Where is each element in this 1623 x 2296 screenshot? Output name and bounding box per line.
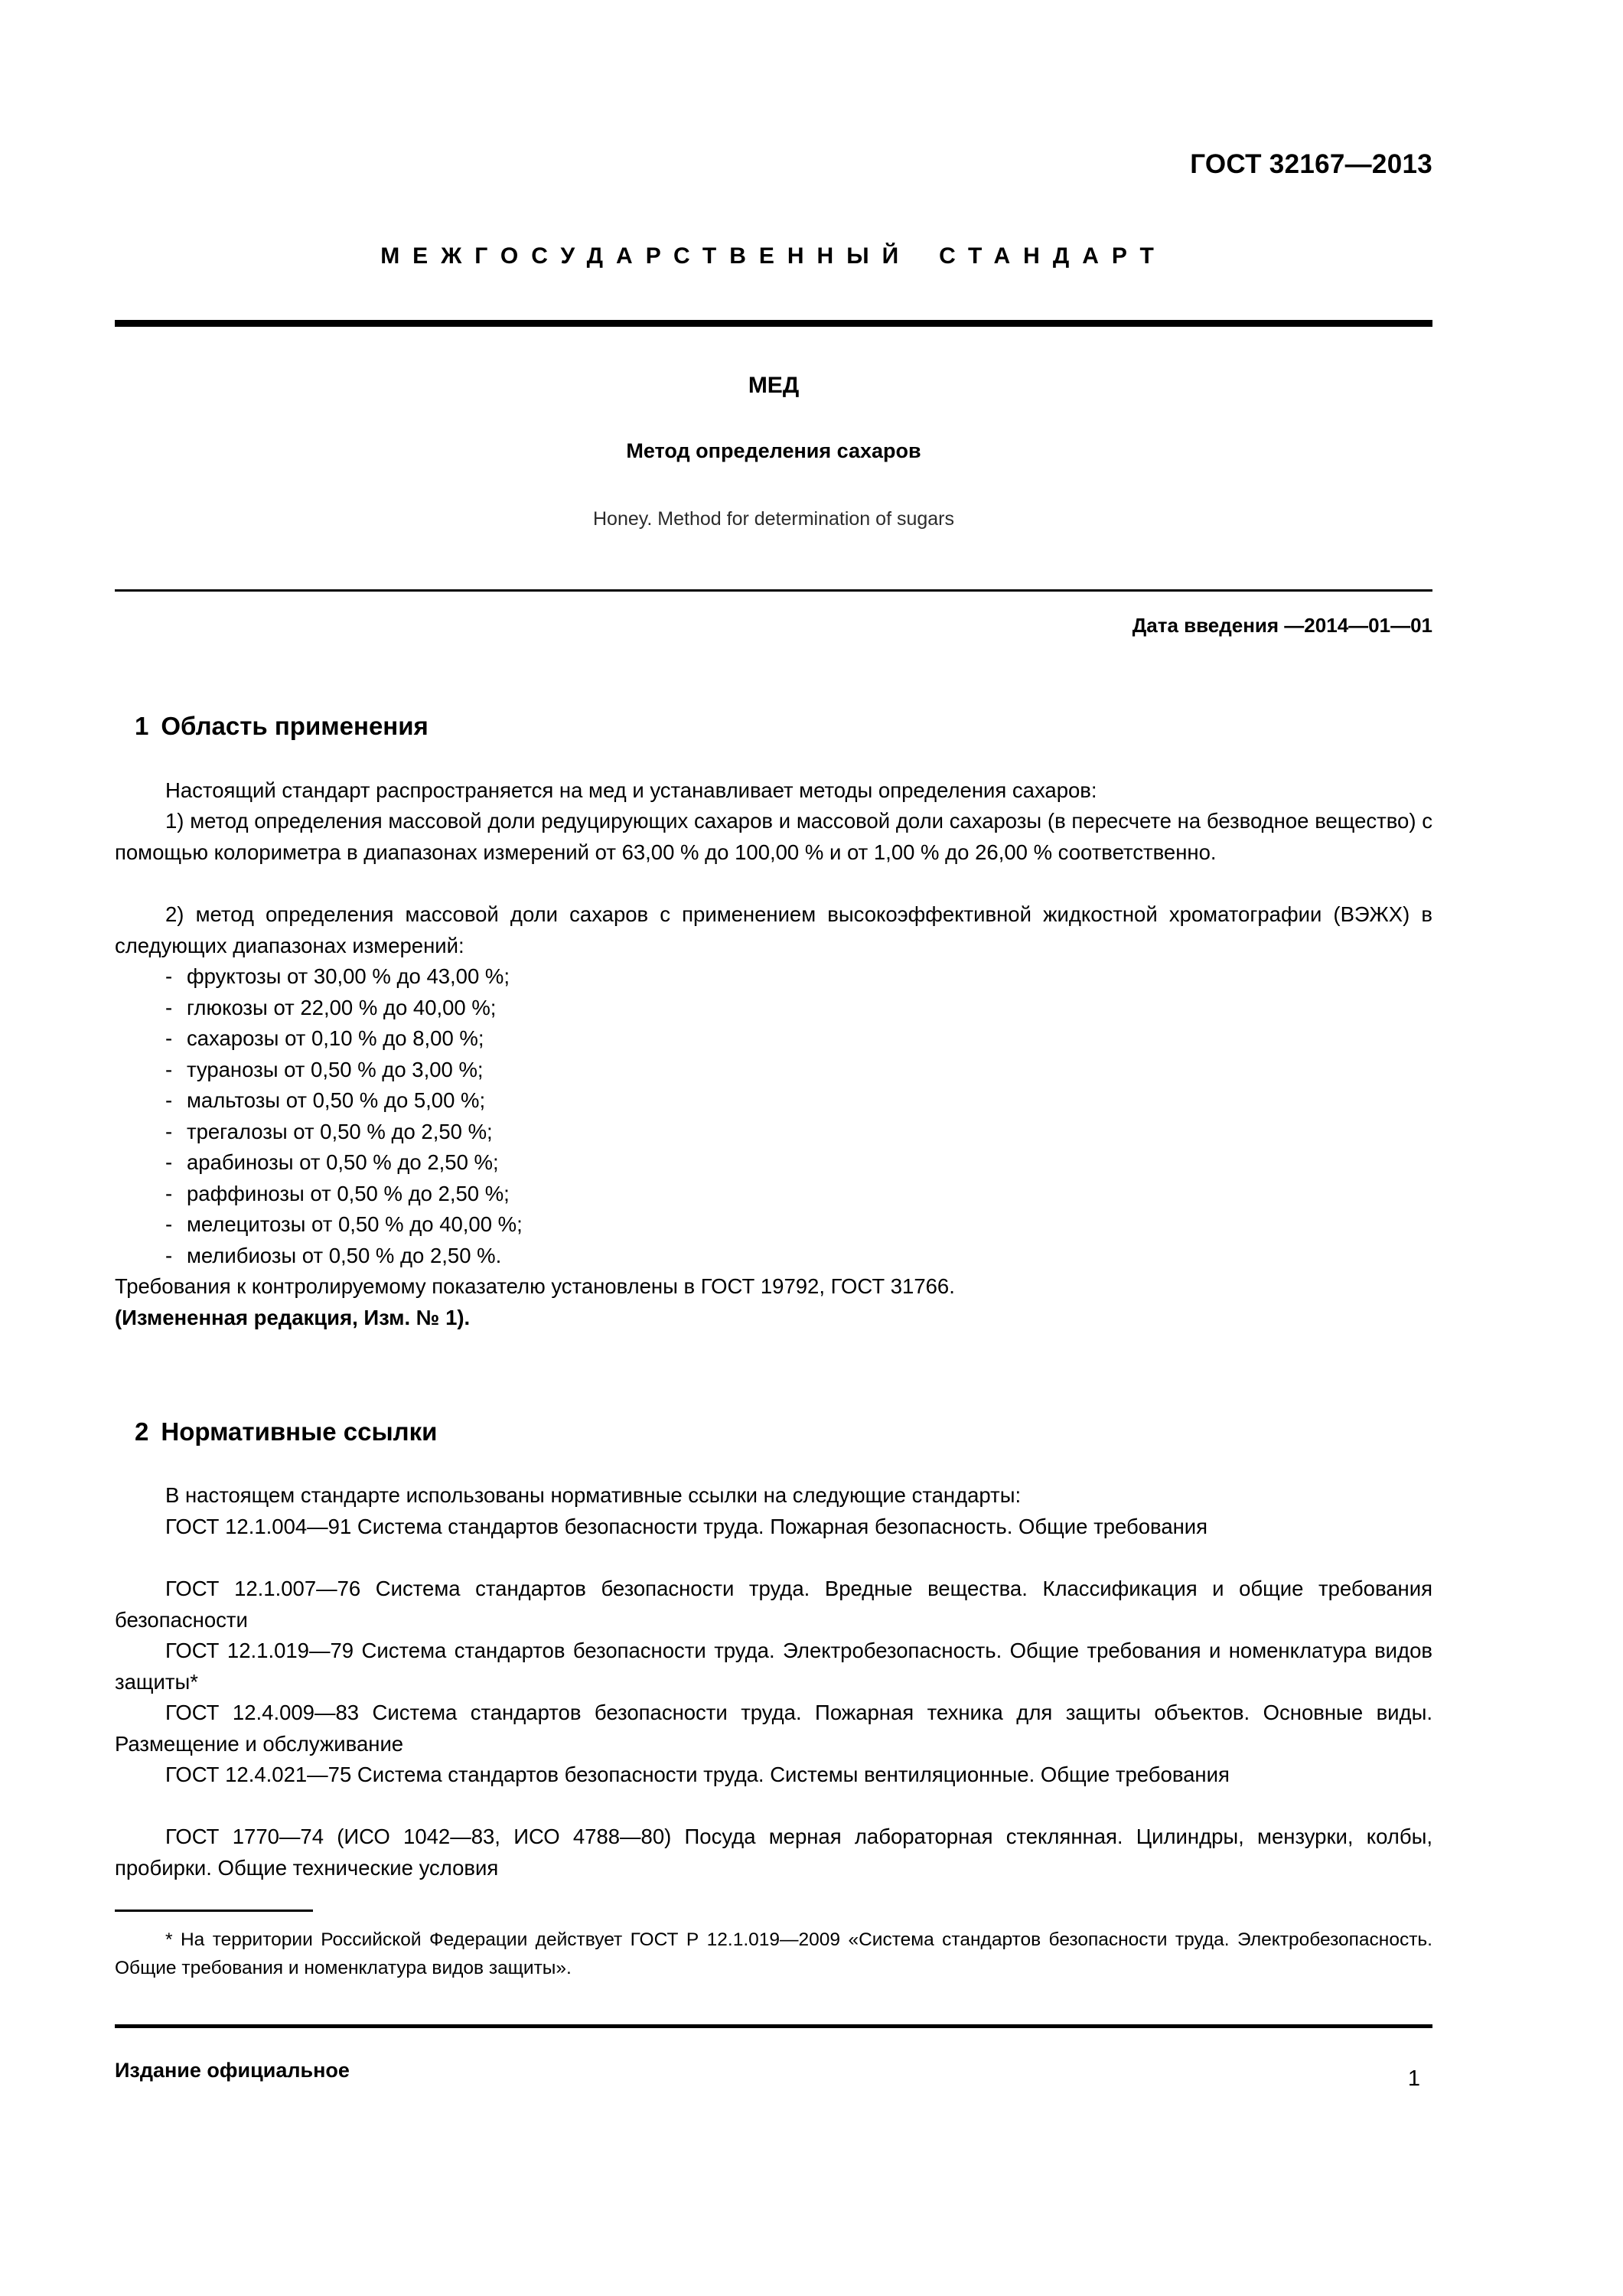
reference-entry-text: ГОСТ 12.4.009—83 Система стандартов безопасности труда. Пожарная техника для защиты объектов. Основные виды. Размещение и обслуживание xyxy=(115,1701,1432,1756)
list-item xyxy=(165,1023,523,1055)
list-item-label: мелецитозы от 0,50 % до 40,00 %; xyxy=(187,1212,523,1236)
reference-entry-text: ГОСТ 12.1.019—79 Система стандартов безопасности труда. Электробезопасность. Общие требования и номенклатура видов защиты* xyxy=(115,1639,1432,1694)
section-1-number: 1 xyxy=(135,712,149,740)
reference-entry-text: ГОСТ 12.1.004—91 Система стандартов безопасности труда. Пожарная безопасность. Общие требования xyxy=(165,1515,1208,1538)
dash-icon: - xyxy=(165,1212,173,1236)
list-item xyxy=(165,1241,523,1272)
list-item xyxy=(165,1085,523,1117)
footnote xyxy=(115,1926,1432,1982)
section-1-amendment-note xyxy=(115,1303,1432,1334)
section-1-heading xyxy=(135,712,429,741)
standard-kind-title xyxy=(115,243,1432,269)
list-item-label: мелибиозы от 0,50 % до 2,50 %. xyxy=(187,1243,502,1267)
footnote-separator-rule xyxy=(115,1910,313,1912)
dash-icon: - xyxy=(165,1057,173,1081)
list-item xyxy=(165,1147,523,1179)
section-2-lead-in xyxy=(115,1480,1432,1512)
gost-number: ГОСТ 32167—2013 xyxy=(1190,149,1432,179)
official-edition-label: Издание официальное xyxy=(115,2059,350,2082)
list-item-label: фруктозы от 30,00 % до 43,00 %; xyxy=(187,964,510,988)
list-item xyxy=(165,961,523,993)
reference-entry xyxy=(115,1574,1432,1636)
footer-rule xyxy=(115,2024,1432,2028)
reference-entry xyxy=(115,1821,1432,1883)
list-item-label: мальтозы от 0,50 % до 5,00 %; xyxy=(187,1088,486,1112)
dash-icon: - xyxy=(165,1150,173,1174)
document-title: МЕД xyxy=(748,373,800,398)
dash-icon: - xyxy=(165,1119,173,1143)
list-item xyxy=(165,1179,523,1210)
reference-entry xyxy=(115,1760,1432,1791)
reference-entry xyxy=(115,1698,1432,1760)
dash-icon: - xyxy=(165,964,173,988)
section-2-title: Нормативные ссылки xyxy=(161,1417,438,1446)
section-1-paragraph-1-text: Настоящий стандарт распространяется на мед и устанавливает методы определения сахаров: xyxy=(165,778,1097,802)
reference-entry xyxy=(115,1636,1432,1698)
list-item xyxy=(165,1209,523,1241)
section-1-paragraph-1 xyxy=(115,775,1432,807)
dash-icon: - xyxy=(165,995,173,1019)
list-item-label: арабинозы от 0,50 % до 2,50 %; xyxy=(187,1150,499,1174)
list-item xyxy=(165,1117,523,1148)
list-item-label: сахарозы от 0,10 % до 8,00 %; xyxy=(187,1026,484,1050)
section-2-lead-in-text: В настоящем стандарте использованы нормативные ссылки на следующие стандарты: xyxy=(165,1483,1022,1507)
section-1-title: Область применения xyxy=(161,712,429,740)
measurement-range-list xyxy=(165,961,523,1271)
introduction-date: Дата введения —2014—01—01 xyxy=(1132,614,1432,637)
list-item xyxy=(165,1055,523,1086)
header-thick-rule xyxy=(115,320,1432,327)
section-1-amendment-note-text: (Измененная редакция, Изм. № 1). xyxy=(115,1306,471,1329)
dash-icon: - xyxy=(165,1243,173,1267)
list-item-label: трегалозы от 0,50 % до 2,50 %; xyxy=(187,1119,493,1143)
list-item-label: раффинозы от 0,50 % до 2,50 %; xyxy=(187,1181,510,1205)
standard-kind-word-1: МЕЖГОСУДАРСТВЕННЫЙ xyxy=(380,243,912,269)
page-content-column xyxy=(115,0,1432,2296)
list-item xyxy=(165,993,523,1024)
section-2-heading xyxy=(135,1417,437,1446)
list-item-label: туранозы от 0,50 % до 3,00 %; xyxy=(187,1057,484,1081)
dash-icon: - xyxy=(165,1026,173,1050)
section-2-number: 2 xyxy=(135,1417,149,1446)
list-item-label: глюкозы от 22,00 % до 40,00 %; xyxy=(187,995,497,1019)
title-block-thin-rule xyxy=(115,589,1432,592)
document-subtitle-en: Honey. Method for determination of sugars xyxy=(592,508,954,530)
footnote-text: * На территории Российской Федерации действует ГОСТ Р 12.1.019—2009 «Система стандартов безопасности труда. Электробезопасность. Общие требования и номенклатура видов защиты». xyxy=(115,1929,1432,1978)
page-number: 1 xyxy=(1407,2066,1420,2091)
reference-entry xyxy=(115,1512,1432,1543)
dash-icon: - xyxy=(165,1088,173,1112)
reference-entry-text: ГОСТ 1770—74 (ИСО 1042—83, ИСО 4788—80) Посуда мерная лабораторная стеклянная. Цилиндры, мензурки, колбы, пробирки. Общие технические условия xyxy=(115,1825,1432,1880)
section-1-paragraph-3 xyxy=(115,899,1432,961)
section-1-paragraph-3-text: 2) метод определения массовой доли сахаров с применением высокоэффективной жидкостной хроматографии (ВЭЖХ) в следующих диапазонах измерений: xyxy=(115,902,1432,957)
document-subtitle-ru: Метод определения сахаров xyxy=(626,439,921,462)
section-1-paragraph-2-text: 1) метод определения массовой доли редуцирующих сахаров и массовой доли сахарозы (в пересчете на безводное вещество) с помощью колориметра в диапазонах измерений от 63,00 % до 100,00 % и от 1,00 % до 26,00 % соответственно. xyxy=(115,809,1432,864)
dash-icon: - xyxy=(165,1181,173,1205)
reference-entry-text: ГОСТ 12.4.021—75 Система стандартов безопасности труда. Системы вентиляционные. Общие требования xyxy=(165,1763,1230,1786)
section-1-closing-text: Требования к контролируемому показателю установлены в ГОСТ 19792, ГОСТ 31766. xyxy=(115,1274,955,1298)
reference-entry-text: ГОСТ 12.1.007—76 Система стандартов безопасности труда. Вредные вещества. Классификация и общие требования безопасности xyxy=(115,1577,1432,1632)
section-1-closing xyxy=(115,1271,1432,1303)
section-1-paragraph-2 xyxy=(115,806,1432,868)
standard-kind-word-2: СТАНДАРТ xyxy=(939,243,1167,269)
